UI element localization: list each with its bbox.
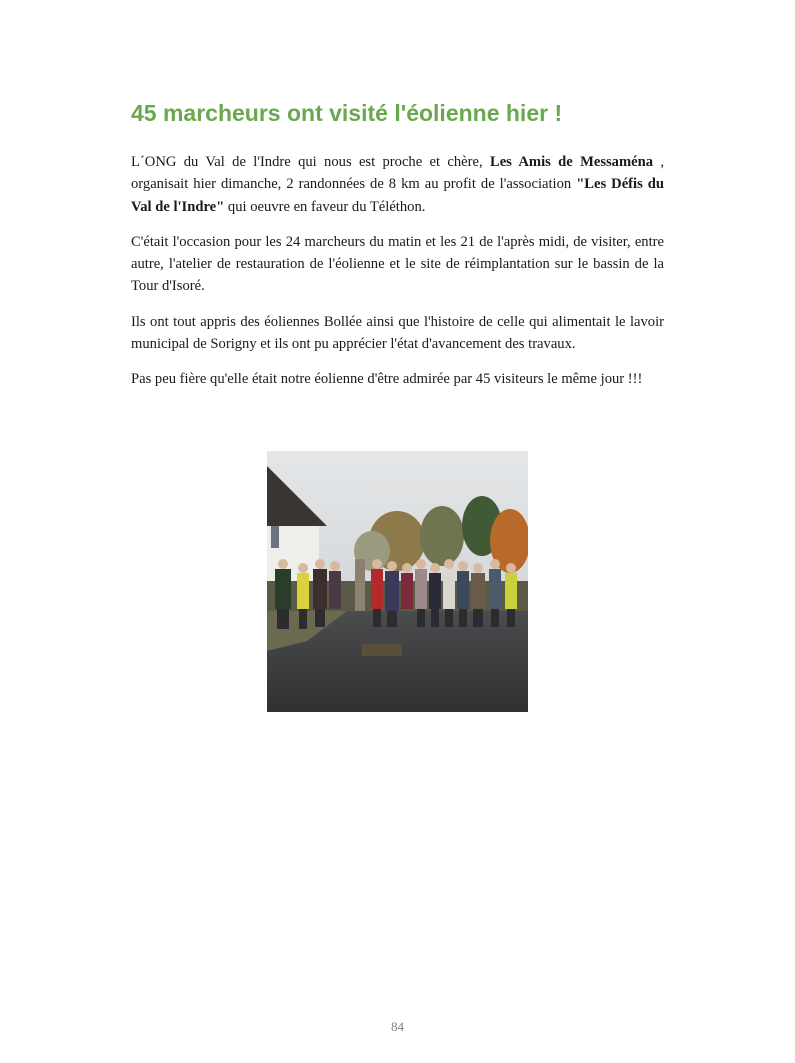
paragraph-1 (131, 151, 664, 218)
group-photo (267, 451, 528, 712)
paragraph-1-text-c: qui oeuvre en faveur du Téléthon. (224, 198, 426, 215)
association-name: "Les Défis du Val de l'Indre" (131, 176, 664, 215)
paragraph-1-text-b: , organisait hier dimanche, 2 randonnées de 8 km au profit de l'association (131, 154, 665, 193)
paragraph-4: Pas peu fière qu'elle était notre éolienne d'être admirée par 45 visiteurs le même jour !!! (131, 371, 643, 388)
paragraph-3: Ils ont tout appris des éoliennes Bollée ainsi que l'histoire de celle qui alimentait le lavoir municipal de Sorigny et ils ont pu apprécier l'état d'avancement des travaux. (131, 313, 664, 353)
organization-name: Les Amis de Messaména (489, 154, 654, 170)
article-body (131, 151, 664, 404)
paragraph-2: C'était l'occasion pour les 24 marcheurs du matin et les 21 de l'après midi, de visiter, entre autre, l'atelier de restauration de l'éolienne et le site de réimplantation sur le bassin de la Tour d'Isoré. (131, 233, 664, 295)
group-photo-illustration (267, 451, 528, 712)
page-number: 84 (391, 1019, 404, 1034)
article-title: 45 marcheurs ont visité l'éolienne hier ! (131, 100, 563, 126)
paragraph-1-text-a: L´ONG du Val de l'Indre qui nous est proche et chère, (131, 154, 490, 170)
